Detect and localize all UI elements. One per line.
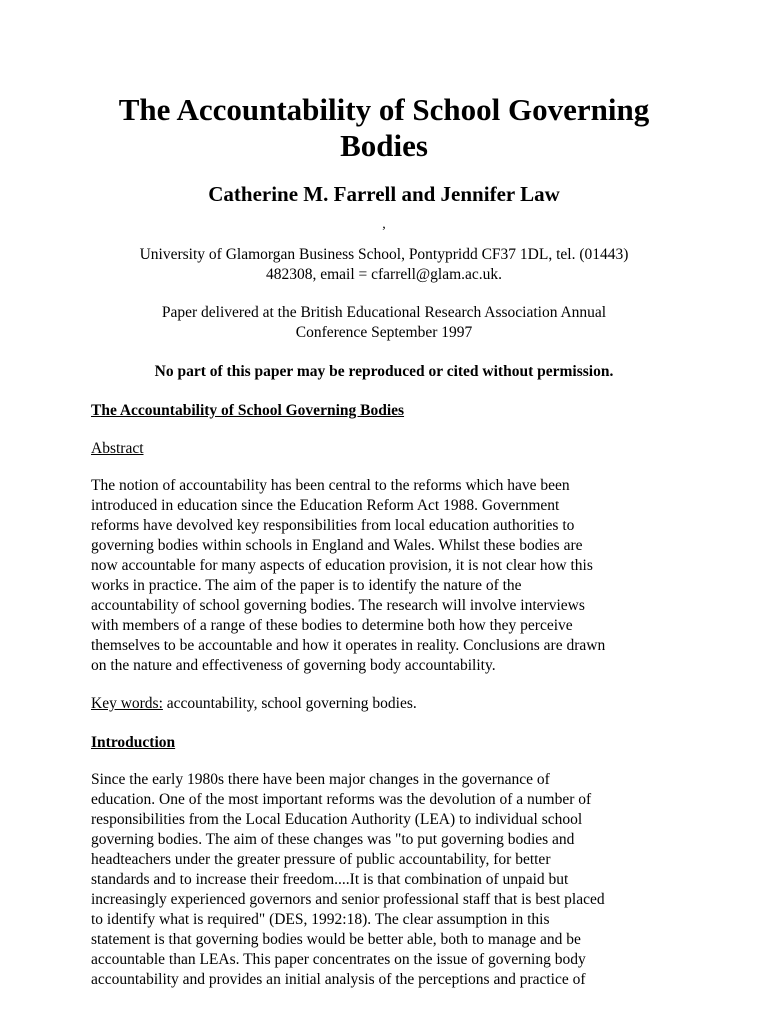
title-line: The Accountability of School Governing bbox=[118, 92, 650, 127]
intro-line: standards and to increase their freedom....It is that combination of unpaid but bbox=[91, 871, 569, 888]
intro-line: statement is that governing bodies would be better able, both to manage and be bbox=[91, 931, 581, 948]
intro-line: accountability and provides an initial analysis of the perceptions and practice of bbox=[91, 971, 586, 988]
abstract-line: with members of a range of these bodies to determine both how they perceive bbox=[91, 617, 573, 634]
intro-line: education. One of the most important reforms was the devolution of a number of bbox=[91, 791, 592, 808]
author-affiliation bbox=[86, 245, 682, 285]
keywords-label: Key words: bbox=[91, 695, 163, 712]
conference-line: Conference September 1997 bbox=[295, 324, 473, 341]
conference-line: Paper delivered at the British Educational Research Association Annual bbox=[161, 304, 607, 321]
introduction-heading: Introduction bbox=[91, 734, 176, 751]
paper-subtitle: The Accountability of School Governing Bodies bbox=[91, 402, 405, 419]
abstract-line: now accountable for many aspects of education provision, it is not clear how this bbox=[91, 557, 593, 574]
permission-notice: No part of this paper may be reproduced or cited without permission. bbox=[154, 363, 614, 380]
abstract-line: themselves to be accountable and how it operates in reality. Conclusions are drawn bbox=[91, 637, 606, 654]
intro-line: headteachers under the greater pressure of public accountability, for better bbox=[91, 851, 551, 868]
intro-line: increasingly experienced governors and senior professional staff that is best placed bbox=[91, 891, 605, 908]
keywords-text: accountability, school governing bodies. bbox=[162, 695, 417, 712]
intro-line: governing bodies. The aim of these changes was "to put governing bodies and bbox=[91, 831, 575, 848]
intro-line: Since the early 1980s there have been major changes in the governance of bbox=[91, 771, 550, 788]
affiliation-line: 482308, email = cfarrell@glam.ac.uk. bbox=[265, 266, 503, 283]
abstract-line: reforms have devolved key responsibilities from local education authorities to bbox=[91, 517, 575, 534]
keywords bbox=[91, 694, 681, 714]
abstract-heading: Abstract bbox=[91, 440, 144, 457]
introduction-body bbox=[91, 770, 681, 990]
affiliation-line: University of Glamorgan Business School, Pontypridd CF37 1DL, tel. (01443) bbox=[139, 246, 629, 263]
abstract-line: governing bodies within schools in England and Wales. Whilst these bodies are bbox=[91, 537, 583, 554]
abstract-line: introduced in education since the Education Reform Act 1988. Government bbox=[91, 497, 560, 514]
conference-note bbox=[86, 303, 682, 343]
abstract-body bbox=[91, 476, 681, 676]
title-line: Bodies bbox=[340, 128, 428, 163]
abstract-line: The notion of accountability has been central to the reforms which have been bbox=[91, 477, 570, 494]
abstract-line: works in practice. The aim of the paper is to identify the nature of the bbox=[91, 577, 522, 594]
intro-line: to identify what is required" (DES, 1992:18). The clear assumption in this bbox=[91, 911, 550, 928]
intro-line: accountable than LEAs. This paper concentrates on the issue of governing body bbox=[91, 951, 586, 968]
stray-comma: , bbox=[382, 217, 386, 232]
paper-title bbox=[60, 92, 708, 164]
abstract-line: accountability of school governing bodies. The research will involve interviews bbox=[91, 597, 585, 614]
intro-line: responsibilities from the Local Education Authority (LEA) to individual school bbox=[91, 811, 583, 828]
abstract-line: on the nature and effectiveness of governing body accountability. bbox=[91, 657, 496, 674]
paper-authors: Catherine M. Farrell and Jennifer Law bbox=[208, 182, 560, 206]
